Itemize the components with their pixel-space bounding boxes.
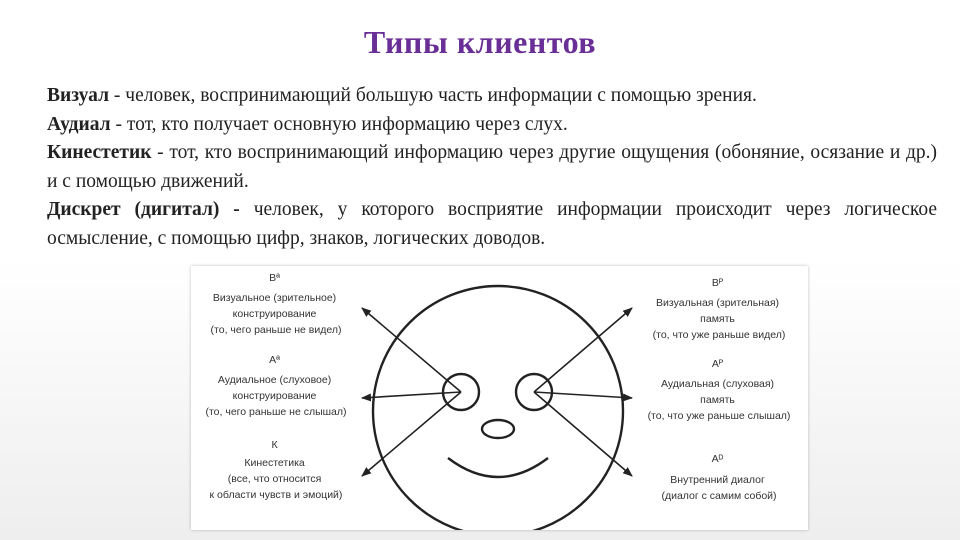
label-kinesthetic: К Кинестетика (все, что относится к области чувств и эмоций) [209, 439, 343, 501]
arrow-audio-construct [362, 392, 461, 398]
term-audial: Аудиал [47, 113, 111, 135]
definition-visual [47, 82, 937, 111]
nose [482, 420, 514, 438]
page-title: Типы клиентов [363, 24, 597, 60]
arrow-kinesthetic [362, 392, 461, 476]
definition-digital [47, 196, 937, 253]
label-visual-memory: Вᴾ Визуальная (зрительная) память (то, что уже раньше видел) [652, 277, 786, 341]
term-visual: Визуал [47, 85, 110, 106]
label-audio-construct: Аª Аудиальное (слуховое) конструирование (то, чего раньше не слышал) [205, 354, 347, 418]
eye-access-diagram [191, 266, 808, 530]
definition-digital-text: человек, у которого восприятие информации происходит через логическое осмысление, с помощью цифр, знаков, логических доводов. [47, 199, 937, 249]
definition-audial [47, 111, 937, 140]
label-internal-dialog: Аᴰ Внутренний диалог (диалог с самим собой) [661, 453, 777, 502]
definition-audial-text: - тот, кто получает основную информацию через слух. [110, 113, 568, 135]
label-visual-construct: Вª Визуальное (зрительное) конструирование (то, чего раньше не видел) [210, 272, 342, 336]
arrow-audio-memory [534, 392, 632, 398]
definition-kinesthetic [47, 139, 937, 196]
definition-kinesthetic-text: - тот, кто воспринимающий информацию через другие ощущения (обоняние, осязание и др.) и с помощью движений. [47, 142, 937, 192]
definitions [47, 82, 937, 253]
face-diagram-svg [191, 266, 808, 530]
mouth [448, 458, 548, 477]
face-outline [373, 286, 623, 530]
definition-visual-text: - человек, воспринимающий большую часть информации с помощью зрения. [109, 85, 757, 106]
arrow-internal-dialog [534, 392, 632, 476]
term-kinesthetic: Кинестетик [47, 142, 152, 163]
label-audio-memory: Аᴾ Аудиальная (слуховая) память (то, что уже раньше слышал) [647, 358, 791, 422]
term-digital: Дискрет (дигитал) - [47, 199, 240, 220]
